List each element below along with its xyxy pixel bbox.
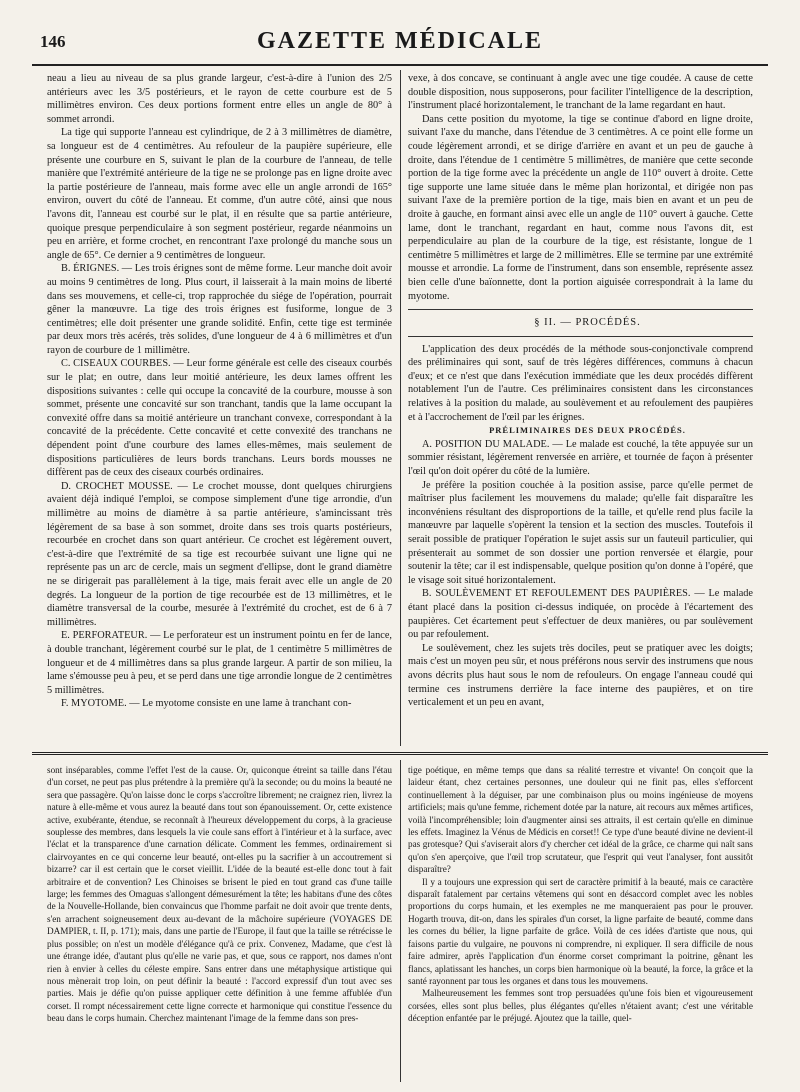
paragraph: C. CISEAUX COURBES. — Leur forme générale est celle des ciseaux courbés sur le plat; en outre, dans leur moitié antérieure, les deux lames offrent les dispositions suivantes : celle qui occupe la concavité de la courbure, mousse à son sommet, présente une concavité sur son tranchant, tandis que la lame occupant la convexité offre dans sa moitié antérieure un tranchant convexe, correspondant à la concavité de la précédente. Cette concavité et cette convexité des tranchans ne dépendent point d'une courbure des lames elles-mêmes, mais seulement de dispositions particulières de leurs bords tranchans. Leurs bords mousses ne diffèrent pas de ceux des ciseaux courbés ordinaires. — [47, 358, 392, 479]
feuilleton-right — [408, 764, 753, 1080]
right-column — [408, 72, 753, 742]
paragraph: neau a lieu au niveau de sa plus grande largeur, c'est-à-dire à l'union des 2/5 antérieurs avec les 3/5 postérieurs, et le rayon de cette courbure est de 5 millimètres environ. Ces deux portions forment entre elles un angle de 80° à sommet arrondi. — [47, 73, 392, 125]
section-rule — [408, 336, 753, 337]
paragraph: B. ÉRIGNES. — Les trois érignes sont de même forme. Leur manche doit avoir au moins 9 centimètres de long. Plus court, il laisserait à la main moins de liberté dans ses mouvemens, et celle-ci, trop rapprochée du siége de l'opération, pourrait gêner la manœuvre. La tige des trois érignes est fusiforme, longue de 3 centimètres; elle doit présenter une grande solidité. Enfin, cette tige est terminée par deux mors très acérés, très solides, d'une longueur de 4 à 6 millimètres et d'un rayon de courbure de 1 millimètre. — [47, 263, 392, 356]
paragraph: La tige qui supporte l'anneau est cylindrique, de 2 à 3 millimètres de diamètre, sa longueur est de 4 centimètres. Au refouleur de la paupière supérieure, elle présente une courbure en S, suivant le plan de la courbure de l'anneau, de telle manière que l'extrémité antérieure de la tige ne se prolonge pas en ligne droite avec la partie postérieure de l'anneau, mais forme avec elle un angle arrondi de 165° environ, ouvert du côté de l'anneau. Et comme, d'un autre côté, ainsi que nous l'avons dit, l'anneau est courbé sur le plat, il en résulte que sa partie antérieure, quoique presque perpendiculaire à son segment postérieur, regarde néanmoins un peu en arrière, et forme crochet, en rencontrant l'axe prolongé du manche sous un angle de 65°. Ce dernier a 9 centimètres de longueur. — [47, 127, 392, 261]
page-header — [32, 26, 768, 64]
paragraph: Il y a toujours une expression qui sert de caractère primitif à la beauté, mais ce caractère disparaît fatalement par certains vêtemens qui sont en désaccord complet avec les nobles proportions du corps humain, et les exemples ne me manqueraient pas pour le prouver. Hogarth trouva, dit-on, dans les spirales d'un corset, la ligne parfaite de beauté, comme dans les cornes du bélier, la ligne parfaite de grâce. Voilà de ces idées d'artiste que nous, qui faisons partie du vulgaire, ne pouvons ni comprendre, ni expliquer. Il sera difficile de nous faire admirer, après l'application d'un énorme corset comprimant la poitrine, gênant les flancs, aplatissant les hanches, un corps bien harmonique où la beauté, la force, la grâce et la santé rayonnent par tous les organes et dans tous les mouvemens. — [408, 876, 753, 986]
section-title: § II. — PROCÉDÉS. — [534, 317, 641, 329]
paragraph: B. SOULÈVEMENT ET REFOULEMENT DES PAUPIÈRES. — Le malade étant placé dans la position ci-dessus indiquée, on procède à l'écartement des paupières. Cet écartement peut s'effectuer de deux manières, ou par soulèvement ou par refoulement. — [408, 588, 753, 641]
paragraph: Malheureusement les femmes sont trop persuadées qu'une fois bien et vigoureusement corsées, elles sont plus belles, plus élégantes qu'elles n'étaient avant; c'est une véritable déception enfantée par le préjugé. Ajoutez que la taille, quel- — [408, 988, 753, 1024]
masthead-title: GAZETTE MÉDICALE — [256, 28, 544, 54]
paragraph: D. CROCHET MOUSSE. — Le crochet mousse, dont quelques chirurgiens avaient déjà indiqué l'emploi, se compose simplement d'une tige arrondie, d'un millimètre au moins de diamètre à sa partie antérieure, s'amincissant très légèrement de sa base à son sommet, droite dans ses trois quarts postérieurs, recourbée en crochet dans son quart antérieur. Ce crochet est légèrement ouvert, c'est-à-dire que l'extrémité de sa tige est recourbée suivant une ligne qui ne représente pas un arc de cercle, mais un segment d'ellipse, dont le grand diamètre ne se dirigerait pas parallèlement à la tige, mais ferait avec elle un angle de 20 degrés. La longueur de la portion de tige recourbée est de 13 millimètres, et le diamètre transversal de la courbe, mesurée à l'extrémité du crochet, est de 6 à 7 millimètres. — [47, 480, 392, 628]
subsection-title: PRÉLIMINAIRES DES DEUX PROCÉDÉS. — [489, 425, 686, 436]
paragraph: Dans cette position du myotome, la tige se continue d'abord en ligne droite, suivant l'axe du manche, dans l'étendue de 3 centimètres. A ce point elle forme un coude légèrement arrondi, et se dirige d'arrière en avant et un peu de gauche à droite, dans l'étendue de 1 centimètre 5 millimètres, de manière que cette seconde portion de la tige forme avec la précédente un angle de 110° ouvert à droite. Cette tige supporte une lame située dans le même plan horizontal, et dirigée non pas suivant l'axe de la première portion de la tige, mais bien en avant et un peu de droite à gauche, en formant ainsi avec elle un angle de 110° ouvert à gauche. Cette lame, dont le tranchant, regardant en haut, comme nous l'avons dit, est perpendiculaire au plan de la courbure de la tige, est résistante, longue de 1 centimètre 5 millimètres et large de 2 millimètres. Elle se termine par une extrémité mousse et arrondie. La forme de l'instrument, dans son ensemble, représente assez bien celle d'une baïonnette, dont la portion aiguisée correspondrait à la lame du myotome. — [408, 113, 753, 302]
feuilleton-rule — [32, 752, 768, 755]
paragraph: F. MYOTOME. — Le myotome consiste en une lame à tranchant con- — [61, 698, 352, 710]
paragraph: Le soulèvement, chez les sujets très dociles, peut se pratiquer avec les doigts; mais c'est un moyen peu sûr, et nous préférons nous servir des instrumens que nous avons décrits plus haut sous le nom de refouleurs. On engage l'anneau coudé qui termine ces instrumens derrière la face interne des paupières, et on tire verticalement et un peu en avant, — [408, 642, 753, 709]
column-divider — [400, 760, 401, 1082]
paragraph: tige poétique, en même temps que dans sa réalité terrestre et vivante! On conçoit que la laideur étant, chez certaines personnes, une douleur qui ne finit pas, elles s'efforcent continuellement à la déguiser, par une combinaison plus ou moins ingénieuse de moyens artificiels; mais qu'une femme, richement dotée par la nature, ait recours aux mêmes artifices, voilà l'incompréhensible; loin d'augmenter ainsi ses attraits, il est certain qu'elle en diminue les effets. Imaginez la Vénus de Médicis en corset!! Ce type d'une beauté divine ne devient-il pas grotesque? Qui s'aviserait alors d'y chercher cet idéal de la grâce, ce charme qui naît sans qu'on s'en aperçoive, que l'œil trop scrutateur, que l'esprit qui veut l'analyser, font aussitôt disparaître? — [408, 765, 753, 875]
page-number: 146 — [40, 32, 66, 51]
paragraph: A. POSITION DU MALADE. — Le malade est couché, la tête appuyée sur un sommier résistant, légèrement renversée en arrière, et tournée de façon à présenter l'œil qu'on doit opérer du côté de la lumière. — [408, 438, 753, 478]
paragraph: E. PERFORATEUR. — Le perforateur est un instrument pointu en fer de lance, à double tranchant, légèrement courbé sur le plat, de 1 centimètre 5 millimètres de longueur et de 4 millimètres dans sa plus grande largeur. A partir de son milieu, la lame s'émousse peu à peu, et se perd dans une tige arrondie longue de 2 centimètres 5 millimètres. — [47, 630, 392, 696]
paragraph: Je préfère la position couchée à la position assise, parce qu'elle permet de maîtriser plus facilement les mouvemens du malade; qu'elle fait disparaître les inconvéniens résultant des disproportions de la taille, et qu'elle rend plus facile la manœuvre par laquelle s'opèrent la tension et la section des muscles. Toutefois il serait possible de pratiquer l'opération le sujet assis sur un fauteuil particulier, qui présenterait au sommet de son dossier une portion renversée et élargie, pour soutenir la tête; car il est indispensable, quelque position qu'on donne à l'opéré, que le visage soit situé horizontalement. — [408, 479, 753, 586]
column-divider — [400, 70, 401, 746]
feuilleton-left — [47, 764, 392, 1080]
paragraph: vexe, à dos concave, se continuant à angle avec une tige coudée. A cause de cette double disposition, nous supposerons, pour faciliter l'intelligence de la description, l'instrument placé horizontalement, le tranchant de la lame regardant en haut. — [408, 73, 753, 112]
left-column — [47, 72, 392, 742]
header-rule — [32, 64, 768, 66]
paragraph: sont inséparables, comme l'effet l'est de la cause. Or, quiconque étreint sa taille dans l'étau d'un corset, ne peut pas plus prétendre à la première qu'à la seconde; ou du moins la beauté ne sera que passagère. Qu'on laisse donc le corps s'accroître librement; ne craignez rien, livrez la nature à elle-même et vous aurez la beauté dans tout son épanouissement. Or, cette existence active, exubérante, étendue, se reconnaît à l'heureux développement du corps, à la gracieuse souplesse des membres, dans lesquels la vie coule sans effort à l'intérieur et à la surface, avec l'éclat et la transparence d'une carnation délicate. Comment les femmes, ordinairement si clairvoyantes en ce qui concerne leur beauté, ont-elles pu la sacrifier à un accoutrement si bizarre? car il est certain que le corset vieillit. L'idée de la beauté est-elle donc tout à fait arbitraire et de convention? Les Chinoises se brisent le pied en tout grand cas d'une taille large; les femmes des Omaguas s'allongent démesurément la tête; les habitans d'une des côtes de la Nouvelle-Hollande, bien convaincus que l'homme parfait ne doit avoir que trente dents, s'en arrachent soigneusement deux au-devant de la mâchoire supérieure (VOYAGES DE DAMPIER, t. II, p. 171); mais, dans une partie de l'Europe, il faut que la taille se rétrécisse le plus possible; on n'est un modèle d'élégance qu'à ce prix. Convenez, Madame, que c'est là une étrange idée, d'autant plus qu'elle ne varie pas, et que, sous ce rapport, nos dames n'ont rien à envier à celles du céleste empire. Sans entrer dans une métaphysique artistique qui nous mènerait trop loin, on peut définir la beauté : l'accord expressif d'un tout avec ses parties. Mais je défie qu'on puisse appliquer cette définition à une femme affublée d'un corset. Il rompt nécessairement cette ligne correcte et harmonique qui constitue l'essence du beau dans le corps humain. Cherchez maintenant l'image de la femme dans son pres- — [47, 765, 392, 1024]
section-rule — [408, 309, 753, 310]
paragraph: L'application des deux procédés de la méthode sous-conjonctivale comprend des préliminaires qui sont, sauf de très légères différences, communs à chacun d'eux; et ce n'est que dans l'exécution immédiate que les deux procédés diffèrent notablement l'un de l'autre. Ces préliminaires consistent dans les circonstances relatives à la position du malade, au soulèvement et au refoulement des paupières et à l'accrochement de l'œil par les érignes. — [408, 343, 753, 423]
